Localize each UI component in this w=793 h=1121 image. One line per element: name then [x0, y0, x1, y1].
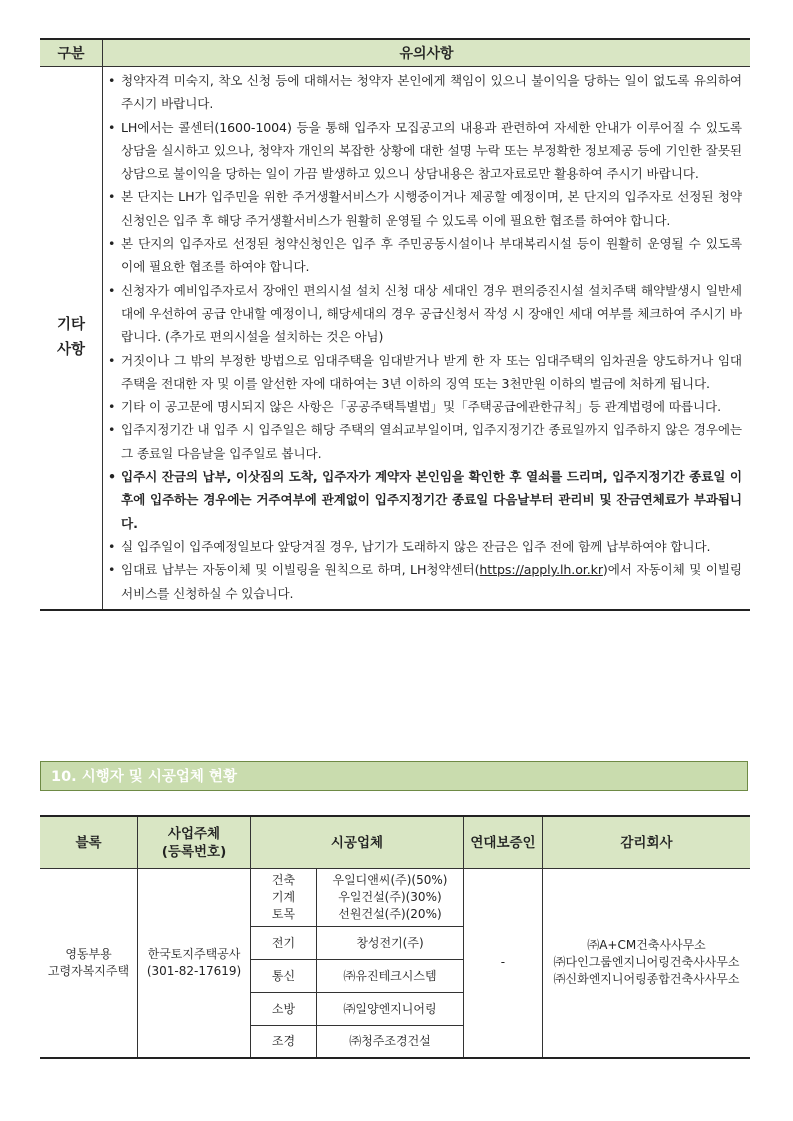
- block-line: 고령자복지주택: [47, 963, 130, 978]
- supervisor-cell: [542, 869, 750, 1058]
- contractors-table: [40, 815, 750, 1059]
- note-text: )에서 자동이체 및 이빌링 서비스를 신청하실 수 있습니다.: [121, 562, 742, 601]
- notice-table: [40, 38, 750, 611]
- note-item: • 실 입주일이 입주예정일보다 앞당겨질 경우, 납기가 도래하지 않은 잔금은 입주 전에 함께 납부하여야 합니다.: [107, 535, 742, 558]
- field-cell: [251, 869, 317, 927]
- category-header: 구분: [40, 39, 103, 67]
- operator-line: 한국토지주택공사: [147, 946, 241, 961]
- supervisor-name: ㈜신화엔지니어링종합건축사사무소: [553, 972, 740, 987]
- field-cell: 전기: [251, 927, 317, 960]
- note-item: • 거짓이나 그 밖의 부정한 방법으로 임대주택을 임대받거나 받게 한 자 또는 임대주택의 임차권을 양도하거나 임대주택을 전대한 자 및 이를 알선한 자에 대하여는 3년 이하의 징역 또는 3천만원 이하의 벌금에 처하게 됩니다.: [107, 349, 742, 396]
- block-header: 블록: [40, 816, 138, 869]
- note-item-bold: • 입주시 잔금의 납부, 이삿짐의 도착, 입주자가 계약자 본인임을 확인한 후 열쇠를 드리며, 입주지정기간 종료일 이후에 입주하는 경우에는 거주여부에 관계없이 입주지정기간 종료일 다음날부터 관리비 및 잔금연체료가 부과됩니다.: [107, 465, 742, 535]
- note-item-payment: [107, 558, 742, 605]
- note-item: • LH에서는 콜센터(1600-1004) 등을 통해 입주자 모집공고의 내용과 관련하여 자세한 안내가 이루어질 수 있도록 상담을 실시하고 있으나, 청약자 개인의 복잡한 상황에 대한 설명 누락 또는 부정확한 정보제공 등에 기인한 잘못된 상담으로 불이익을 당하는 일이 가끔 발생하고 있으니 상담내용은 참고자료로만 활용하여 주시기 바랍니다.: [107, 116, 742, 186]
- company-name: 우일디앤씨(주)(50%): [332, 873, 448, 887]
- notes-list: [103, 67, 750, 609]
- lh-apply-link[interactable]: https://apply.lh.or.kr: [479, 562, 603, 578]
- note-item: • 본 단지의 입주자로 선정된 청약신청인은 입주 후 주민공동시설이나 부대복리시설 등이 원활히 운영될 수 있도록 이에 필요한 협조를 하여야 합니다.: [107, 232, 742, 279]
- note-item: • 청약자격 미숙지, 착오 신청 등에 대해서는 청약자 본인에게 책임이 있으니 불이익을 당하는 일이 없도록 유의하여 주시기 바랍니다.: [107, 69, 742, 116]
- section-title: 10. 시행자 및 시공업체 현황: [40, 761, 748, 791]
- field-name: 토목: [271, 907, 296, 921]
- supervisor-header: 감리회사: [542, 816, 750, 869]
- field-cell: 소방: [251, 993, 317, 1026]
- guarantor-cell: -: [463, 869, 542, 1058]
- note-item: • 기타 이 공고문에 명시되지 않은 사항은「공공주택특별법」및「주택공급에관한규칙」등 관계법령에 따릅니다.: [107, 395, 742, 418]
- block-line: 영동부용: [65, 946, 112, 961]
- company-cell: 창성전기(주): [317, 927, 464, 960]
- company-cell: ㈜청주조경건설: [317, 1026, 464, 1058]
- company-name: 우일건설(주)(30%): [338, 890, 442, 904]
- note-item: • 신청자가 예비입주자로서 장애인 편의시설 설치 신청 대상 세대인 경우 편의증진시설 설치주택 해약발생시 일반세대에 우선하여 공급 안내할 예정이니, 해당세대의 경우 공급신청서 작성 시 장애인 세대 여부를 체크하여 주시기 바랍니다. (추가로 편의시설을 설치하는 것은 아님): [107, 279, 742, 349]
- supervisor-name: ㈜다인그룹엔지니어링건축사사무소: [553, 955, 740, 970]
- operator-header: [138, 816, 251, 869]
- operator-cell: [138, 869, 251, 1058]
- block-cell: [40, 869, 138, 1058]
- company-name: 선원건설(주)(20%): [338, 907, 442, 921]
- category-cell: [40, 67, 103, 610]
- field-name: 기계: [271, 890, 296, 904]
- company-cell: ㈜유진테크시스템: [317, 960, 464, 993]
- company-cell: [317, 869, 464, 927]
- supervisor-name: ㈜A+CM건축사사무소: [587, 938, 706, 953]
- operator-header-line: (등록번호): [161, 843, 227, 860]
- field-cell: 조경: [251, 1026, 317, 1058]
- operator-header-line: 사업주체: [167, 825, 221, 842]
- field-cell: 통신: [251, 960, 317, 993]
- note-item: • 입주지정기간 내 입주 시 입주일은 해당 주택의 열쇠교부일이며, 입주지정기간 종료일까지 입주하지 않은 경우에는 그 종료일 다음날을 입주일로 봅니다.: [107, 418, 742, 465]
- builder-header: 시공업체: [251, 816, 464, 869]
- company-cell: ㈜일양엔지니어링: [317, 993, 464, 1026]
- category-line: 사항: [56, 341, 85, 358]
- note-item: • 본 단지는 LH가 입주민을 위한 주거생활서비스가 시행중이거나 제공할 예정이며, 본 단지의 입주자로 선정된 청약신청인은 입주 후 해당 주거생활서비스가 원활히 운영될 수 있도록 이에 필요한 협조를 하여야 합니다.: [107, 185, 742, 232]
- category-line: 기타: [56, 316, 85, 333]
- guarantor-header: 연대보증인: [463, 816, 542, 869]
- notes-header: 유의사항: [103, 39, 751, 67]
- field-name: 건축: [271, 873, 296, 887]
- note-text: 임대료 납부는 자동이체 및 이빌링을 원칙으로 하며, LH청약센터(: [121, 562, 480, 578]
- operator-line: (301-82-17619): [146, 963, 242, 978]
- notes-cell: [103, 67, 751, 610]
